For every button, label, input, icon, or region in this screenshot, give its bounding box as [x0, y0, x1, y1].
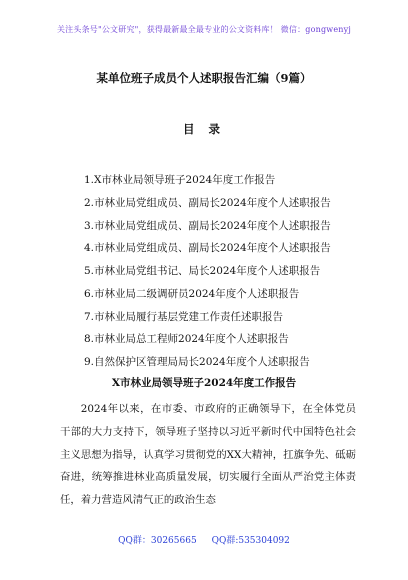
toc-item: 4.市林业局党组成员、副局长2024年度个人述职报告: [84, 242, 331, 255]
toc-item: 2.市林业局党组成员、副局长2024年度个人述职报告: [84, 196, 331, 209]
toc-item: 9.自然保护区管理局局长2024年度个人述职报告: [84, 356, 310, 368]
document-title: 某单位班子成员个人述职报告汇编（9篇）: [96, 71, 312, 85]
footer-qq-group-2: QQ群:535304092: [211, 536, 290, 546]
body-text: [60, 398, 356, 512]
toc-item: 7.市林业局履行基层党建工作责任述职报告: [84, 310, 284, 323]
toc-item: 6.市林业局二级调研员2024年度个人述职报告: [84, 287, 300, 300]
toc-item: 1.X市林业局领导班子2024年度工作报告: [84, 174, 276, 186]
table-of-contents: [84, 169, 384, 374]
section-title: X市林业局领导班子2024年度工作报告: [111, 377, 297, 389]
toc-heading: 目 录: [182, 122, 225, 136]
footer: [0, 533, 408, 546]
toc-item: 8.市林业局总工程师2024年度个人述职报告: [84, 333, 289, 346]
header-note: 关注头条号"公文研究"，获得最新最全最专业的公文资料库！ 微信：gongwenyj: [56, 25, 352, 34]
toc-item: 5.市林业局党组书记、局长2024年度个人述职报告: [84, 265, 321, 277]
footer-qq-group-1: QQ群：30265665: [118, 536, 197, 546]
toc-item: 3.市林业局党组成员、副局长2024年度个人述职报告: [84, 219, 331, 232]
body-paragraph: 2024年以来，在市委、市政府的正确领导下，在全体党员干部的大力支持下，领导班子坚持以习近平新时代中国特色社会主义思想为指导，认真学习贯彻党的XX大精神，扛旗争先、砥砺奋进，统筹推进林业高质量发展，切实履行全面从严治党主体责任，着力营造风清气正的政治生态: [60, 403, 356, 507]
